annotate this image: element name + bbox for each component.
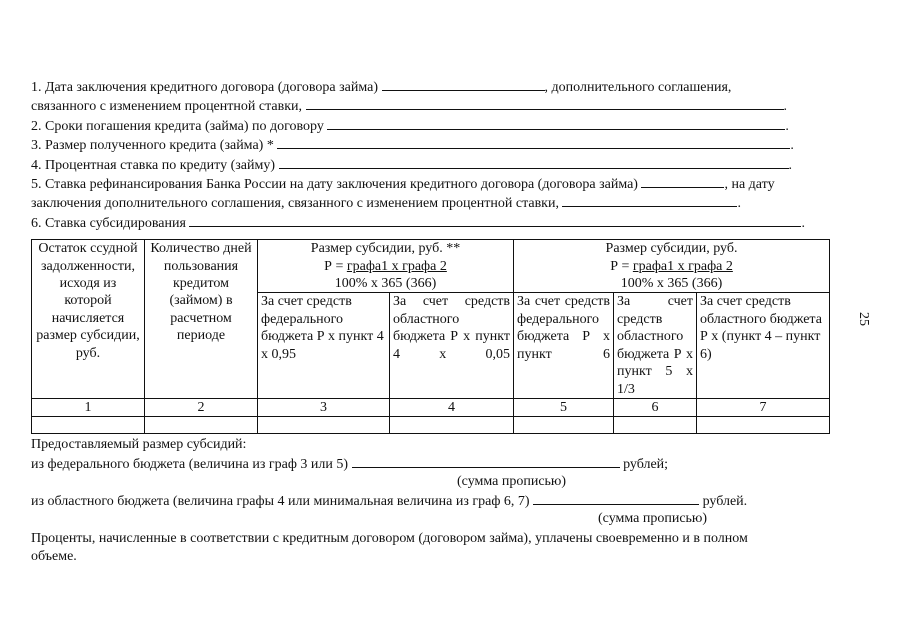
- col-5-header: За счет средств федерального бюджета Р х пункт 6: [514, 293, 614, 398]
- item-4-line: [31, 155, 831, 174]
- subsidy-amount-heading: Предоставляемый размер субсидий:: [31, 437, 247, 453]
- subsidy-rate-field[interactable]: [189, 213, 801, 227]
- group-1-formula: графа1 х графа 2: [346, 258, 447, 274]
- page-number: 25: [856, 312, 871, 326]
- dot: .: [788, 157, 792, 173]
- table-cell[interactable]: [32, 417, 145, 434]
- table-cell[interactable]: [145, 417, 258, 434]
- group-2-title: Размер субсидии, руб.: [605, 241, 738, 257]
- table-cell[interactable]: [697, 417, 830, 434]
- table-cell[interactable]: [390, 417, 514, 434]
- table-header-row: [32, 240, 830, 293]
- regional-rubles: рублей.: [699, 493, 748, 509]
- table-cell[interactable]: [614, 417, 697, 434]
- item-1-text: 1. Дата заключения кредитного договора (договора займа): [31, 80, 382, 95]
- group-1-header: [258, 240, 514, 293]
- column-number: 1: [32, 398, 145, 416]
- column-number: 6: [614, 398, 697, 416]
- group-2-denominator: 100% х 365 (366): [620, 276, 723, 292]
- col-3-header: За счет средств федерального бюджета Р х пункт 4 х 0,95: [258, 293, 390, 398]
- col-7-header: За счет средств областного бюджета Р х (пункт 4 – пункт 6): [697, 293, 830, 398]
- contract-date-field[interactable]: [382, 77, 545, 91]
- col-4-header: За счет средств областного бюджета Р х пункт 4 х 0,05: [390, 293, 514, 398]
- item-5-line: [31, 174, 831, 193]
- refinancing-rate-supplement-field[interactable]: [562, 193, 737, 207]
- item-4-text: 4. Процентная ставка по кредиту (займу): [31, 157, 279, 173]
- item-1-text-2: связанного с изменением процентной ставки,: [31, 99, 306, 115]
- regional-amount-field[interactable]: [533, 491, 699, 505]
- document-page: [31, 77, 831, 565]
- column-numbers-row: [32, 398, 830, 416]
- item-2-line: [31, 116, 831, 135]
- col-6-header: За счет средств областного бюджета Р х пункт 5 х 1/3: [614, 293, 697, 398]
- group-2-header: [514, 240, 830, 293]
- group-2-formula-line: [517, 258, 826, 275]
- column-number: 5: [514, 398, 614, 416]
- item-3-text: 3. Размер полученного кредита (займа) *: [31, 138, 278, 154]
- group-2-p: Р =: [610, 258, 633, 274]
- dot: .: [783, 99, 787, 115]
- col-2-header: Количество дней пользования кредитом (займом) в расчетном периоде: [145, 240, 258, 399]
- group-1-formula-line: [261, 258, 510, 275]
- federal-rubles: рублей;: [619, 456, 669, 472]
- group-1-title: Размер субсидии, руб. **: [310, 241, 461, 257]
- item-1-cont: , дополнительного соглашения,: [544, 80, 732, 95]
- item-2-text: 2. Сроки погашения кредита (займа) по договору: [31, 118, 328, 134]
- interest-paid-statement: Проценты, начисленные в соответствии с кредитным договором (договором займа), уплачены своевременно и в полном объеме.: [31, 531, 748, 564]
- table-cell[interactable]: [258, 417, 390, 434]
- supplement-field[interactable]: [306, 96, 784, 110]
- regional-caption: (сумма прописью): [598, 510, 708, 526]
- item-5b-line: [31, 193, 831, 212]
- federal-caption: (сумма прописью): [457, 474, 567, 490]
- federal-line: [31, 454, 831, 473]
- federal-amount-field[interactable]: [352, 454, 620, 468]
- dot: .: [790, 138, 794, 154]
- item-5-text-2: заключения дополнительного соглашения, связанного с изменением процентной ставки,: [31, 196, 563, 212]
- item-5-cont: , на дату: [724, 177, 775, 193]
- dot: .: [801, 215, 805, 231]
- item-3-line: [31, 135, 831, 154]
- credit-amount-field[interactable]: [277, 135, 790, 149]
- footer-section: [31, 436, 831, 565]
- subsidy-table: [31, 239, 830, 434]
- column-number: 2: [145, 398, 258, 416]
- item-6-text: 6. Ставка субсидирования: [31, 215, 190, 231]
- group-1-p: Р =: [324, 258, 347, 274]
- dot: .: [785, 118, 789, 134]
- regional-text: из областного бюджета (величина графы 4 или минимальная величина из граф 6, 7): [31, 493, 534, 509]
- refinancing-rate-field[interactable]: [641, 174, 724, 188]
- item-5-text: 5. Ставка рефинансирования Банка России на дату заключения кредитного договора (договора займа): [31, 177, 642, 193]
- repayment-terms-field[interactable]: [327, 116, 785, 130]
- table-cell[interactable]: [514, 417, 614, 434]
- dot: .: [737, 196, 741, 212]
- regional-line: [31, 491, 831, 510]
- col-1-header: Остаток ссудной задолженности, исходя из которой начисляется размер субсидии, руб.: [32, 240, 145, 399]
- item-1-line: [31, 77, 831, 96]
- federal-text: из федерального бюджета (величина из граф 3 или 5): [31, 456, 352, 472]
- group-1-denominator: 100% х 365 (366): [334, 276, 437, 292]
- item-1b-line: [31, 96, 831, 115]
- column-number: 7: [697, 398, 830, 416]
- column-number: 4: [390, 398, 514, 416]
- column-number: 3: [258, 398, 390, 416]
- table-row: [32, 417, 830, 434]
- group-2-formula: графа1 х графа 2: [632, 258, 733, 274]
- item-6-line: [31, 213, 831, 232]
- interest-rate-field[interactable]: [279, 155, 789, 169]
